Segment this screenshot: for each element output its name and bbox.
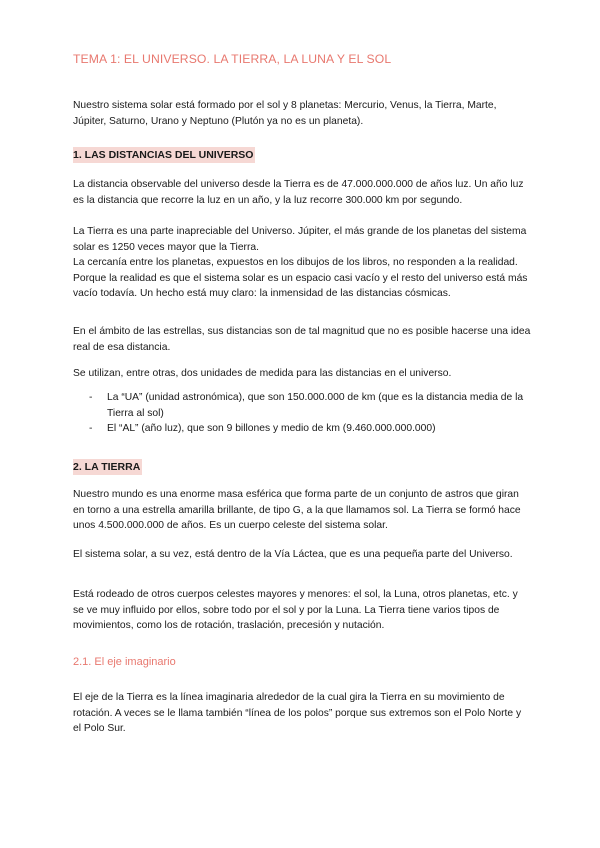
bullet-dash: -	[89, 392, 93, 403]
paragraph-tierra-inapreciable: La Tierra es una parte inapreciable del Universo. Júpiter, el más grande de los planetas del sistema solar es 1250 veces mayor que la Tierra.	[73, 226, 527, 253]
paragraph-distancia-observable: La distancia observable del universo desde la Tierra es de 47.000.000.000 de años luz. Un año luz es la distancia que recorre la luz en un año, y la luz recorre 300.000 km por segundo.	[73, 179, 524, 206]
document-page	[73, 0, 533, 848]
paragraph-via-lactea: El sistema solar, a su vez, está dentro de la Vía Láctea, que es una pequeña parte del Universo.	[73, 549, 513, 560]
paragraph-ambito-estrellas: En el ámbito de las estrellas, sus distancias son de tal magnitud que no es posible hacerse una idea real de esa distancia.	[73, 326, 531, 353]
document-title: TEMA 1: EL UNIVERSO. LA TIERRA, LA LUNA Y EL SOL	[73, 52, 392, 66]
paragraph-eje-tierra: El eje de la Tierra es la línea imaginaria alrededor de la cual gira la Tierra en su movimiento de rotación. A veces se le llama también “línea de los polos” porque sus extremos son el Polo Norte y el Polo Sur.	[73, 692, 522, 734]
bullet-dash: -	[89, 423, 93, 434]
bullet-text-ua: La “UA” (unidad astronómica), que son 150.000.000 de km (que es la distancia media de la Tierra al sol)	[107, 392, 524, 419]
paragraph-cuerpos-celestes: Está rodeado de otros cuerpos celestes mayores y menores: el sol, la Luna, otros planetas, etc. y se ve muy influido por ellos, sobre todo por el sol y por la Luna. La Tierra tiene varios tipos de movimientos, como los de rotación, traslación, precesión y nutación.	[73, 589, 518, 631]
paragraph-unidades-medida: Se utilizan, entre otras, dos unidades de medida para las distancias en el universo.	[73, 368, 452, 379]
paragraph-nuestro-mundo: Nuestro mundo es una enorme masa esférica que forma parte de un conjunto de astros que giran en torno a una estrella amarilla brillante, de tipo G, a la que llamamos sol. La Tierra se formó hace unos 4.500.000.000 de años. Es un cuerpo celeste del sistema solar.	[73, 489, 521, 531]
section-heading-distancias: 1. LAS DISTANCIAS DEL UNIVERSO	[73, 149, 254, 161]
units-bullet-list	[73, 390, 533, 437]
list-item	[73, 421, 533, 437]
section-heading-tierra: 2. LA TIERRA	[73, 461, 141, 473]
list-item	[73, 390, 533, 421]
paragraph-cercania-planetas: La cercanía entre los planetas, expuestos en los dibujos de los libros, no responden a la realidad. Porque la realidad es que el sistema solar es un espacio casi vacío y el resto del universo está más vacío todavía. Un hecho está muy claro: la inmensidad de las distancias cósmicas.	[73, 257, 528, 299]
intro-paragraph: Nuestro sistema solar está formado por el sol y 8 planetas: Mercurio, Venus, la Tierra, Marte, Júpiter, Saturno, Urano y Neptuno (Plutón ya no es un planeta).	[73, 100, 497, 127]
subsection-heading-eje: 2.1. El eje imaginario	[73, 656, 176, 668]
bullet-text-al: El “AL” (año luz), que son 9 billones y medio de km (9.460.000.000.000)	[107, 423, 436, 434]
